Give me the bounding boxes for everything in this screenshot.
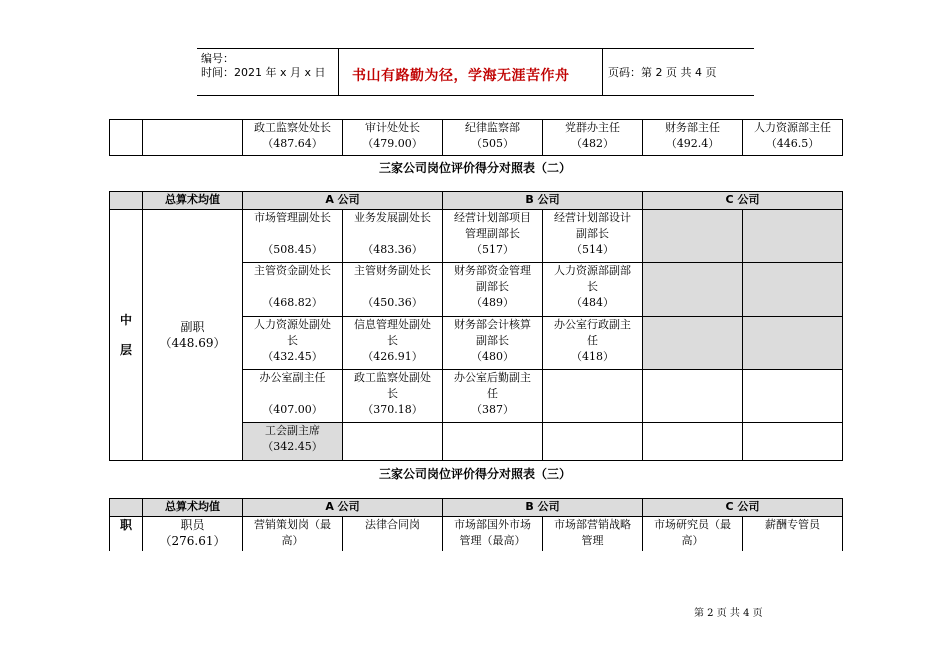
table-2-cell-empty-c — [743, 317, 843, 370]
table-2-cell-empty — [543, 370, 643, 423]
table-2-header-company-a: A 公司 — [243, 192, 443, 210]
table-2-cell: 财务部资金管理 副部长 （489） — [443, 263, 543, 317]
table-2-cell: 信息管理处副处 长 （426.91） — [343, 317, 443, 370]
table-2-cell-empty-c — [743, 423, 843, 461]
table-3-header-company-b: B 公司 — [443, 499, 643, 517]
table-2-cell-empty — [343, 423, 443, 461]
table-2-corner — [110, 192, 143, 210]
table-3 — [109, 498, 843, 551]
table-1-level-cell — [110, 120, 143, 156]
table-3-cell: 市场部营销战略 管理 — [543, 517, 643, 552]
footer-page-number: 第 2 页 共 4 页 — [694, 608, 763, 619]
table-2-cell: 市场管理副处长 （508.45） — [243, 210, 343, 263]
table-2-cell-empty-c — [743, 210, 843, 263]
table-2-cell-empty-c — [643, 370, 743, 423]
table-2-cell-empty-c — [643, 317, 743, 370]
table-1-cell-6: 人力资源部主任 （446.5） — [743, 120, 843, 156]
level-char-1: 中 — [119, 313, 132, 327]
header-bottom-rule — [197, 95, 754, 96]
header-top-rule — [197, 48, 754, 49]
table-3-cell: 市场研究员（最 高） — [643, 517, 743, 552]
document-time-label: 时间：2021 年 x 月 x 日 — [201, 66, 326, 79]
table-3-cell: 法律合同岗 — [343, 517, 443, 552]
table-2-cell: 政工监察处副处 长 （370.18） — [343, 370, 443, 423]
table-3-header-company-a: A 公司 — [243, 499, 443, 517]
table-2-cell: 工会副主席 （342.45） — [243, 423, 343, 461]
table-3-grade-cell: 职员 （276.61） — [143, 517, 243, 552]
table-2-cell: 办公室后勤副主 任 （387） — [443, 370, 543, 423]
table-2-cell: 人力资源处副处 长 （432.45） — [243, 317, 343, 370]
table-2 — [109, 191, 843, 461]
table-2-cell-empty — [543, 423, 643, 461]
table-2-header-company-c: C 公司 — [643, 192, 843, 210]
table-3-header-company-c: C 公司 — [643, 499, 843, 517]
table-2-cell: 主管财务副处长 （450.36） — [343, 263, 443, 317]
table-2-header-company-b: B 公司 — [443, 192, 643, 210]
document-number-label: 编号： — [201, 52, 234, 65]
table-3-header-avg: 总算术均值 — [143, 499, 243, 517]
table-2-cell: 业务发展副处长 （483.36） — [343, 210, 443, 263]
header-divider-left — [338, 48, 339, 96]
table-1-cell-1: 政工监察处处长 （487.64） — [243, 120, 343, 156]
table-3-cell: 市场部国外市场 管理（最高） — [443, 517, 543, 552]
table-2-level-cell — [110, 210, 143, 461]
table-1-grade-cell — [143, 120, 243, 156]
table-1-cell-5: 财务部主任 （492.4） — [643, 120, 743, 156]
table-3-cell: 薪酬专管员 — [743, 517, 843, 552]
table-1-cell-3: 纪律监察部 （505） — [443, 120, 543, 156]
table-2-cell: 办公室副主任 （407.00） — [243, 370, 343, 423]
table-1-continuation — [109, 119, 843, 156]
table-2-grade-cell: 副职 （448.69） — [143, 210, 243, 461]
table-2-cell: 财务部会计核算 副部长 （480） — [443, 317, 543, 370]
table-2-cell-empty-c — [743, 370, 843, 423]
table-2-cell-empty-c — [743, 263, 843, 317]
table-2-cell-empty-c — [643, 210, 743, 263]
table-2-title: 三家公司岗位评价得分对照表（二） — [378, 161, 571, 175]
table-2-cell-empty-c — [643, 263, 743, 317]
table-2-cell: 人力资源部副部 长 （484） — [543, 263, 643, 317]
table-2-header-avg: 总算术均值 — [143, 192, 243, 210]
table-3-level-cell — [110, 517, 143, 552]
table-1-cell-2: 审计处处长 （479.00） — [343, 120, 443, 156]
table-2-cell-empty-c — [643, 423, 743, 461]
table-1-cell-4: 党群办主任 （482） — [543, 120, 643, 156]
level-char-2: 层 — [119, 343, 132, 357]
table-2-cell-empty — [443, 423, 543, 461]
table-2-cell: 经营计划部设计 副部长 （514） — [543, 210, 643, 263]
table-3-title: 三家公司岗位评价得分对照表（三） — [378, 467, 571, 481]
table-3-clip — [109, 498, 843, 551]
table-2-cell: 主管资金副处长 （468.82） — [243, 263, 343, 317]
table-3-corner — [110, 499, 143, 517]
table-2-cell: 经营计划部项目 管理副部长 （517） — [443, 210, 543, 263]
header-page-label: 页码：第 2 页 共 4 页 — [608, 66, 717, 79]
header-divider-right — [602, 48, 603, 96]
level-char: 职 — [119, 518, 132, 532]
table-3-cell: 营销策划岗（最 高） — [243, 517, 343, 552]
table-2-cell: 办公室行政副主 任 （418） — [543, 317, 643, 370]
header-motto: 书山有路勤为径，学海无涯苦作舟 — [352, 68, 570, 84]
